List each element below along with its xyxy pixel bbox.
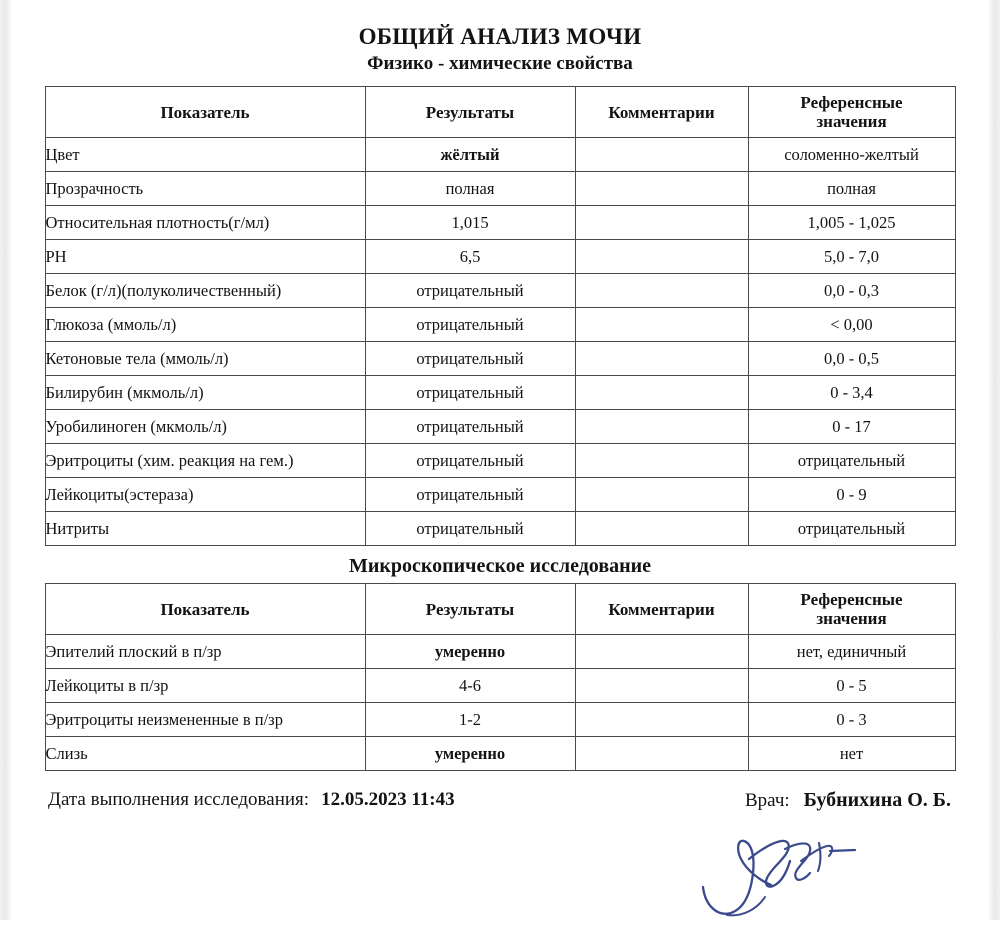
cell-result: отрицательный [365, 512, 575, 546]
completion-date-value: 12.05.2023 11:43 [321, 789, 455, 811]
doctor-signature [697, 829, 897, 924]
table-row [45, 240, 955, 274]
cell-indicator: PH [45, 240, 365, 274]
cell-comment [575, 635, 748, 669]
document-subtitle: Физико - химические свойства [367, 52, 633, 74]
column-header-reference [748, 584, 955, 635]
column-header-reference-line2: значения [816, 112, 887, 132]
table-row [45, 274, 955, 308]
table-row [45, 635, 955, 669]
table-row [45, 206, 955, 240]
table-header-row [45, 87, 955, 138]
cell-comment [575, 512, 748, 546]
microscopy-body [45, 635, 955, 771]
cell-comment [575, 172, 748, 206]
cell-comment [575, 376, 748, 410]
microscopy-section-title: Микроскопическое исследование [348, 555, 652, 578]
cell-result: отрицательный [365, 274, 575, 308]
cell-result: 1-2 [365, 703, 575, 737]
cell-comment [575, 737, 748, 771]
table-row [45, 172, 955, 206]
cell-indicator: Эритроциты неизмененные в п/зр [45, 703, 365, 737]
doctor-name: Бубнихина О. Б. [803, 789, 951, 812]
table-row [45, 138, 955, 172]
cell-reference: 0,0 - 0,3 [748, 274, 955, 308]
cell-indicator: Лейкоциты(эстераза) [45, 478, 365, 512]
column-header-reference-line1: Референсные [800, 589, 903, 609]
cell-reference: 0 - 17 [748, 410, 955, 444]
cell-reference: 0,0 - 0,5 [748, 342, 955, 376]
cell-reference: 0 - 3,4 [748, 376, 955, 410]
cell-result: отрицательный [365, 478, 575, 512]
cell-indicator: Кетоновые тела (ммоль/л) [45, 342, 365, 376]
column-header-reference [748, 87, 955, 138]
table-row [45, 342, 955, 376]
page-edge-left [0, 0, 12, 920]
cell-indicator: Прозрачность [45, 172, 365, 206]
cell-reference: отрицательный [748, 444, 955, 478]
cell-result: умеренно [365, 635, 575, 669]
cell-result: 1,015 [365, 206, 575, 240]
cell-indicator: Уробилиноген (мкмоль/л) [45, 410, 365, 444]
cell-reference: отрицательный [748, 512, 955, 546]
table-row [45, 308, 955, 342]
cell-comment [575, 669, 748, 703]
document-footer [45, 789, 955, 939]
cell-comment [575, 206, 748, 240]
cell-indicator: Белок (г/л)(полуколичественный) [45, 274, 365, 308]
table-row [45, 703, 955, 737]
cell-result: отрицательный [365, 308, 575, 342]
page-edge-right [988, 0, 1000, 920]
column-header-results: Результаты [365, 87, 575, 138]
cell-result: жёлтый [365, 138, 575, 172]
cell-result: отрицательный [365, 410, 575, 444]
cell-indicator: Цвет [45, 138, 365, 172]
cell-reference: 0 - 5 [748, 669, 955, 703]
cell-reference: 0 - 3 [748, 703, 955, 737]
doctor-label: Врач: [744, 790, 790, 812]
cell-comment [575, 444, 748, 478]
column-header-reference-line1: Референсные [800, 92, 903, 112]
cell-comment [575, 274, 748, 308]
table-row [45, 669, 955, 703]
table-row [45, 512, 955, 546]
cell-result: отрицательный [365, 342, 575, 376]
cell-comment [575, 308, 748, 342]
column-header-indicator: Показатель [45, 584, 365, 635]
cell-comment [575, 410, 748, 444]
physico-chemical-table [45, 86, 956, 546]
signature-ink [697, 829, 897, 924]
cell-reference: нет, единичный [748, 635, 955, 669]
table-row [45, 376, 955, 410]
title-block [12, 0, 988, 76]
cell-result: отрицательный [365, 444, 575, 478]
physico-chemical-body [45, 138, 955, 546]
cell-reference: нет [748, 737, 955, 771]
cell-reference: < 0,00 [748, 308, 955, 342]
microscopy-table [45, 583, 956, 771]
cell-reference: соломенно-желтый [748, 138, 955, 172]
cell-result: отрицательный [365, 376, 575, 410]
column-header-reference-line2: значения [816, 609, 887, 629]
cell-reference: полная [748, 172, 955, 206]
cell-comment [575, 342, 748, 376]
cell-indicator: Нитриты [45, 512, 365, 546]
cell-result: умеренно [365, 737, 575, 771]
cell-comment [575, 240, 748, 274]
cell-reference: 5,0 - 7,0 [748, 240, 955, 274]
cell-indicator: Эритроциты (хим. реакция на гем.) [45, 444, 365, 478]
cell-result: полная [365, 172, 575, 206]
table-row [45, 737, 955, 771]
cell-indicator: Лейкоциты в п/зр [45, 669, 365, 703]
cell-result: 6,5 [365, 240, 575, 274]
cell-indicator: Билирубин (мкмоль/л) [45, 376, 365, 410]
cell-indicator: Слизь [45, 737, 365, 771]
cell-comment [575, 703, 748, 737]
cell-indicator: Глюкоза (ммоль/л) [45, 308, 365, 342]
column-header-results: Результаты [365, 584, 575, 635]
cell-result: 4-6 [365, 669, 575, 703]
cell-reference: 1,005 - 1,025 [748, 206, 955, 240]
table-row [45, 410, 955, 444]
table-row [45, 444, 955, 478]
completion-date [48, 789, 455, 811]
cell-indicator: Эпителий плоский в п/зр [45, 635, 365, 669]
cell-reference: 0 - 9 [748, 478, 955, 512]
column-header-comments: Комментарии [575, 87, 748, 138]
table-row [45, 478, 955, 512]
document-page [12, 0, 988, 920]
document-title: ОБЩИЙ АНАЛИЗ МОЧИ [358, 24, 642, 49]
cell-indicator: Относительная плотность(г/мл) [45, 206, 365, 240]
cell-comment [575, 478, 748, 512]
column-header-indicator: Показатель [45, 87, 365, 138]
doctor-field [745, 789, 951, 812]
completion-date-label: Дата выполнения исследования: [48, 789, 310, 811]
table-header-row [45, 584, 955, 635]
column-header-comments: Комментарии [575, 584, 748, 635]
cell-comment [575, 138, 748, 172]
